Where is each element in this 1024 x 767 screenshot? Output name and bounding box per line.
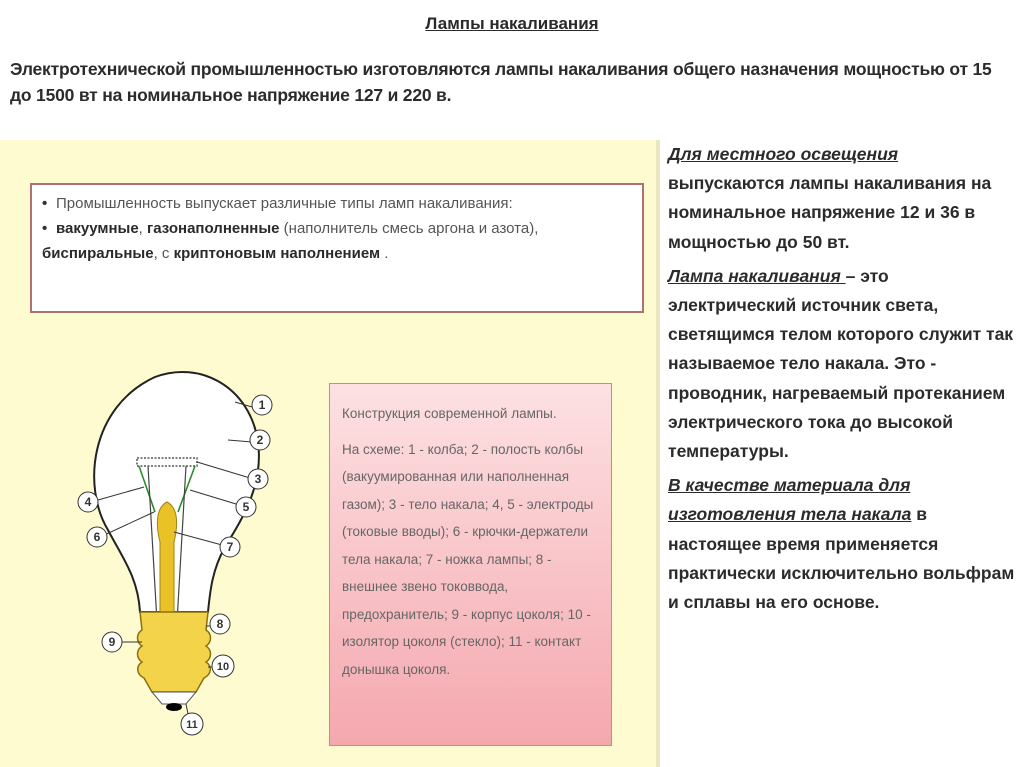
paragraph-text: в настоящее время применяется практически исключительно вольфрам и сплавы на его основе.: [668, 504, 1015, 613]
svg-text:11: 11: [186, 719, 198, 731]
types-text: , с: [153, 245, 174, 262]
construction-legend: На схеме: 1 - колба; 2 - полость колбы (вакуумированная или наполненная газом); 3 - тело накала; 4, 5 - электроды (токовые вводы); 6 - крючки-держатели тела накала; 7 - ножка лампы; 8 - внешнее звено токоввода, предохранитель; 9 - корпус цоколя; 10 - изолятор цоколя (стекло); 11 - контакт донышка цоколя.: [342, 441, 594, 677]
svg-text:9: 9: [108, 635, 116, 649]
types-text: ,: [138, 220, 148, 237]
bullet: •: [42, 195, 48, 212]
local-lighting-term: Для местного освещения: [668, 144, 899, 164]
type-vacuum: вакуумные: [56, 220, 139, 237]
lamp-stem: [157, 502, 176, 622]
paragraph-text: выпускаются лампы накаливания на номинальное напряжение 12 и 36 в мощностью до 50 вт.: [668, 173, 992, 252]
filament-material-paragraph: [668, 471, 1018, 617]
local-lighting-paragraph: [668, 140, 1018, 257]
filament-material-term: В качестве материала для изготовления тела накала: [668, 475, 912, 525]
diagram-label-4: [78, 492, 98, 512]
page-title: Лампы накаливания: [425, 14, 599, 33]
diagram-label-2: [250, 430, 270, 450]
bullet: •: [42, 220, 48, 237]
types-intro: Промышленность выпускает различные типы ламп накаливания:: [56, 195, 513, 212]
svg-text:6: 6: [93, 530, 101, 544]
intro-paragraph: Электротехнической промышленностью изготовляются лампы накаливания общего назначения мощностью от 15 до 1500 вт на номинальное напряжение 127 и 220 в.: [10, 59, 992, 105]
lamp-diagram: [60, 362, 290, 742]
svg-text:1: 1: [258, 398, 266, 412]
paragraph-text: – это электрический источник света, светящимся телом которого служит так называемое тело накала. Это - проводник, нагреваемый протеканием электрического тока до высокой температуры.: [668, 265, 1014, 462]
svg-text:10: 10: [216, 661, 230, 673]
diagram-label-9: [102, 632, 122, 652]
svg-text:7: 7: [226, 540, 234, 554]
base-contact: [166, 703, 182, 711]
type-bispiral: биспиральные: [42, 245, 154, 262]
lamp-types-box: [30, 183, 644, 313]
types-text: (наполнитель смесь аргона и азота),: [279, 220, 539, 237]
right-column: [668, 140, 1018, 622]
lamp-definition-paragraph: [668, 262, 1018, 466]
diagram-label-10: [212, 655, 234, 677]
types-text: .: [380, 245, 389, 262]
diagram-label-3: [248, 469, 268, 489]
construction-box: [329, 383, 612, 746]
diagram-label-11: [181, 713, 203, 735]
svg-text:3: 3: [254, 472, 262, 486]
lamp-base: [138, 612, 211, 692]
lamp-definition-term: Лампа накаливания: [668, 265, 846, 286]
svg-text:5: 5: [242, 500, 250, 514]
diagram-label-8: [210, 614, 230, 634]
filament: [137, 458, 197, 466]
type-gas-filled: газонаполненные: [147, 220, 280, 237]
svg-text:8: 8: [216, 617, 224, 631]
diagram-label-7: [220, 537, 240, 557]
construction-heading: Конструкция современной лампы.: [342, 406, 557, 421]
svg-text:4: 4: [84, 495, 92, 509]
panel-divider: [656, 140, 660, 767]
diagram-label-5: [236, 497, 256, 517]
svg-text:2: 2: [256, 433, 264, 447]
diagram-label-1: [252, 395, 272, 415]
bulb-glass: [94, 372, 259, 612]
diagram-label-6: [87, 527, 107, 547]
type-krypton: криптоновым наполнением: [173, 245, 381, 262]
